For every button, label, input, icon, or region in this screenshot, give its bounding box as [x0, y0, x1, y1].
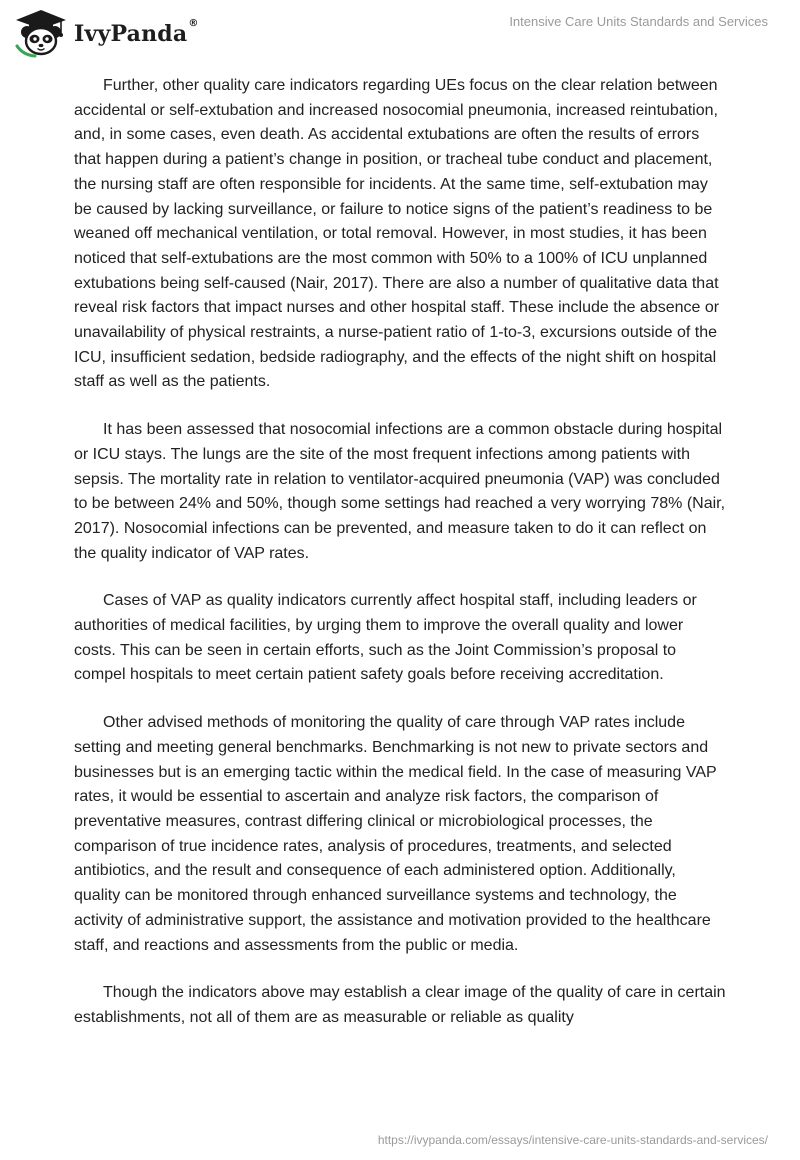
source-url[interactable]: https://ivypanda.com/essays/intensive-care-units-standards-and-services/	[377, 1133, 768, 1147]
brand-name	[74, 18, 199, 47]
paragraph-1: Further, other quality care indicators regarding UEs focus on the clear relation between accidental or self-extubation and increased nosocomial pneumonia, increased reintubation, and, in some cases, even death. As accidental extubations are often the results of errors that happen during a patient’s change in position, or tracheal tube conduct and placement, the nursing staff are often responsible for incidents. At the same time, self-extubation may be caused by lacking surveillance, or failure to notice signs of the patient’s readiness to be weaned off mechanical ventilation, or total removal. However, in most studies, it has been noticed that self-extubations are the most common with 50% to a 100% of ICU unplanned extubations being self-caused (Nair, 2017). There are also a number of qualitative data that reveal risk factors that impact nurses and other hospital staff. These include the absence or unavailability of physical restraints, a nurse-patient ratio of 1-to-3, excursions outside of the ICU, insufficient sedation, bedside radiography, and the effects of the night shift on hospital staff as well as the patients.	[74, 77, 720, 391]
brand-name-text: IvyPanda	[74, 21, 188, 47]
paragraph-3: Cases of VAP as quality indicators currently affect hospital staff, including leaders or authorities of medical facilities, by urging them to improve the overall quality and lower costs. This can be seen in certain efforts, such as the Joint Commission’s proposal to compel hospitals to meet certain patient safety goals before receiving accreditation.	[74, 592, 697, 684]
registered-mark: ®	[188, 18, 199, 29]
panda-graduate-icon	[14, 8, 68, 58]
essay-body	[74, 74, 726, 1054]
paragraph-5: Though the indicators above may establish a clear image of the quality of care in certain establishments, not all of them are as measurable or reliable as quality	[74, 984, 726, 1026]
document-title: Intensive Care Units Standards and Services	[509, 14, 768, 29]
page-header	[0, 0, 800, 60]
brand-logo[interactable]	[14, 8, 199, 58]
paragraph-2: It has been assessed that nosocomial infections are a common obstacle during hospital or ICU stays. The lungs are the site of the most frequent infections among patients with sepsis. The mortality rate in relation to ventilator-acquired pneumonia (VAP) was concluded to be between 24% and 50%, though some settings had reached a very worrying 78% (Nair, 2017). Nosocomial infections can be prevented, and measure taken to do it can reflect on the quality indicator of VAP rates.	[74, 421, 726, 562]
paragraph-4: Other advised methods of monitoring the quality of care through VAP rates include setting and meeting general benchmarks. Benchmarking is not new to private sectors and businesses but is an emerging tactic within the medical field. In the case of measuring VAP rates, it would be essential to ascertain and analyze risk factors, the comparison of preventative measures, contrast differing clinical or microbiological processes, the comparison of true incidence rates, analysis of procedures, treatments, and selected antibiotics, and the result and consequence of each administered option. Additionally, quality can be monitored through enhanced surveillance systems and technology, the activity of administrative support, the assistance and motivation provided to the healthcare staff, and reactions and assessments from the public or media.	[74, 714, 717, 954]
